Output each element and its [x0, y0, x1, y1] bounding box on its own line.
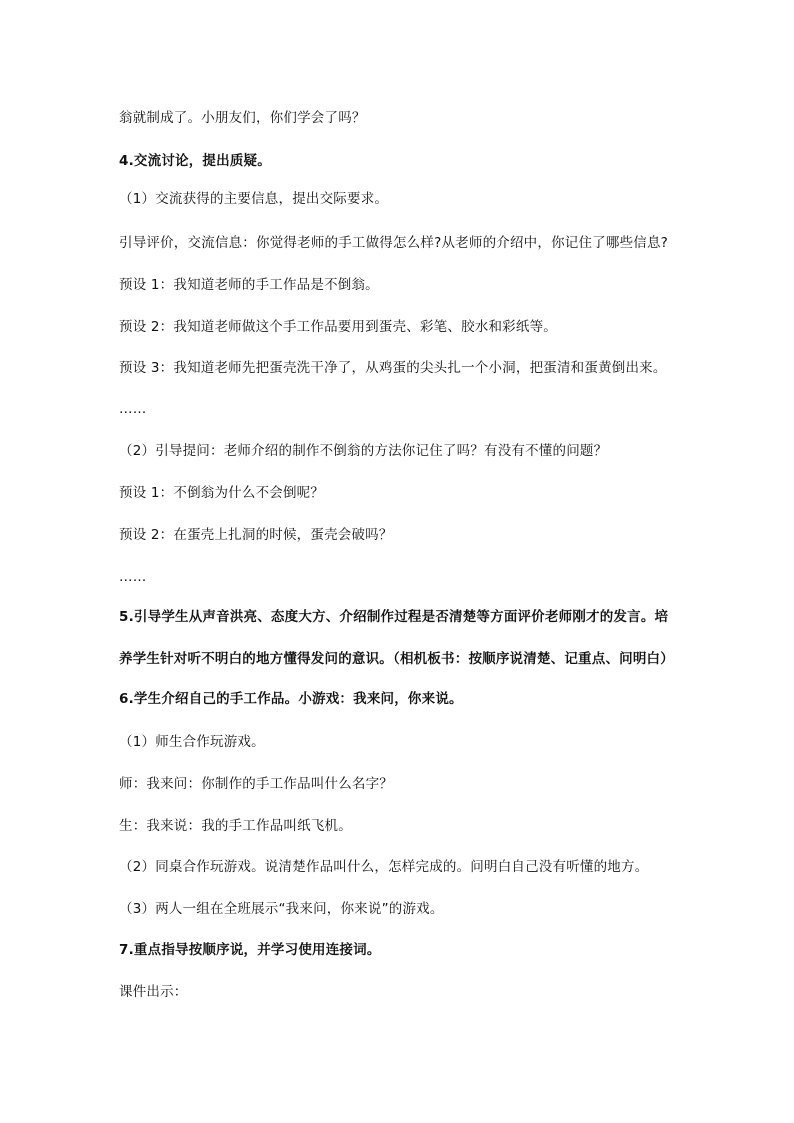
subsection-heading: （1）师生合作玩游戏。: [119, 734, 265, 750]
section-heading: 5.引导学生从声音洪亮、态度大方、介绍制作过程是否清楚等方面评价老师刚才的发言。培: [119, 609, 669, 625]
section-heading: 7.重点指导按顺序说，并学习使用连接词。: [119, 942, 381, 958]
ellipsis-line: ……: [119, 401, 147, 417]
section-heading: 6.学生介绍自己的手工作品。小游戏：我来问，你来说。: [119, 691, 463, 707]
subsection-heading: （1）交流获得的主要信息，提出交际要求。: [119, 191, 389, 207]
subsection-heading: （3）两人一组在全班展示“我来问，你来说”的游戏。: [119, 901, 444, 917]
text-line: 预设 1：不倒翁为什么不会倒呢？: [119, 485, 325, 501]
text-line: 预设 2：我知道老师做这个手工作品要用到蛋壳、彩笔、胶水和彩纸等。: [119, 319, 557, 335]
subsection-heading: （2）引导提问：老师介绍的制作不倒翁的方法你记住了吗？有没有不懂的问题？: [119, 443, 608, 459]
text-line: 预设 3：我知道老师先把蛋壳洗干净了，从鸡蛋的尖头扎一个小洞，把蛋清和蛋黄倒出来。: [119, 360, 667, 376]
ellipsis-line: ……: [119, 569, 147, 585]
text-line: 预设 2：在蛋壳上扎洞的时候，蛋壳会破吗？: [119, 527, 393, 543]
text-line: 养学生针对听不明白的地方懂得发问的意识。（相机板书：按顺序说清楚、记重点、问明白）: [119, 651, 674, 667]
text-line: 预设 1：我知道老师的手工作品是不倒翁。: [119, 277, 379, 293]
text-line: 引导评价，交流信息：你觉得老师的手工做得怎么样?从老师的介绍中，你记住了哪些信息?: [119, 235, 669, 251]
text-line: 师：我来问：你制作的手工作品叫什么名字？: [119, 776, 393, 792]
section-heading: 4.交流讨论，提出质疑。: [119, 153, 271, 169]
text-line: 翁就制成了。小朋友们，你们学会了吗？: [119, 110, 366, 126]
subsection-heading: （2）同桌合作玩游戏。说清楚作品叫什么，怎样完成的。问明白自己没有听懂的地方。: [119, 859, 649, 875]
text-line: 生：我来说：我的手工作品叫纸飞机。: [119, 818, 352, 834]
text-line: 课件出示：: [119, 984, 188, 1000]
